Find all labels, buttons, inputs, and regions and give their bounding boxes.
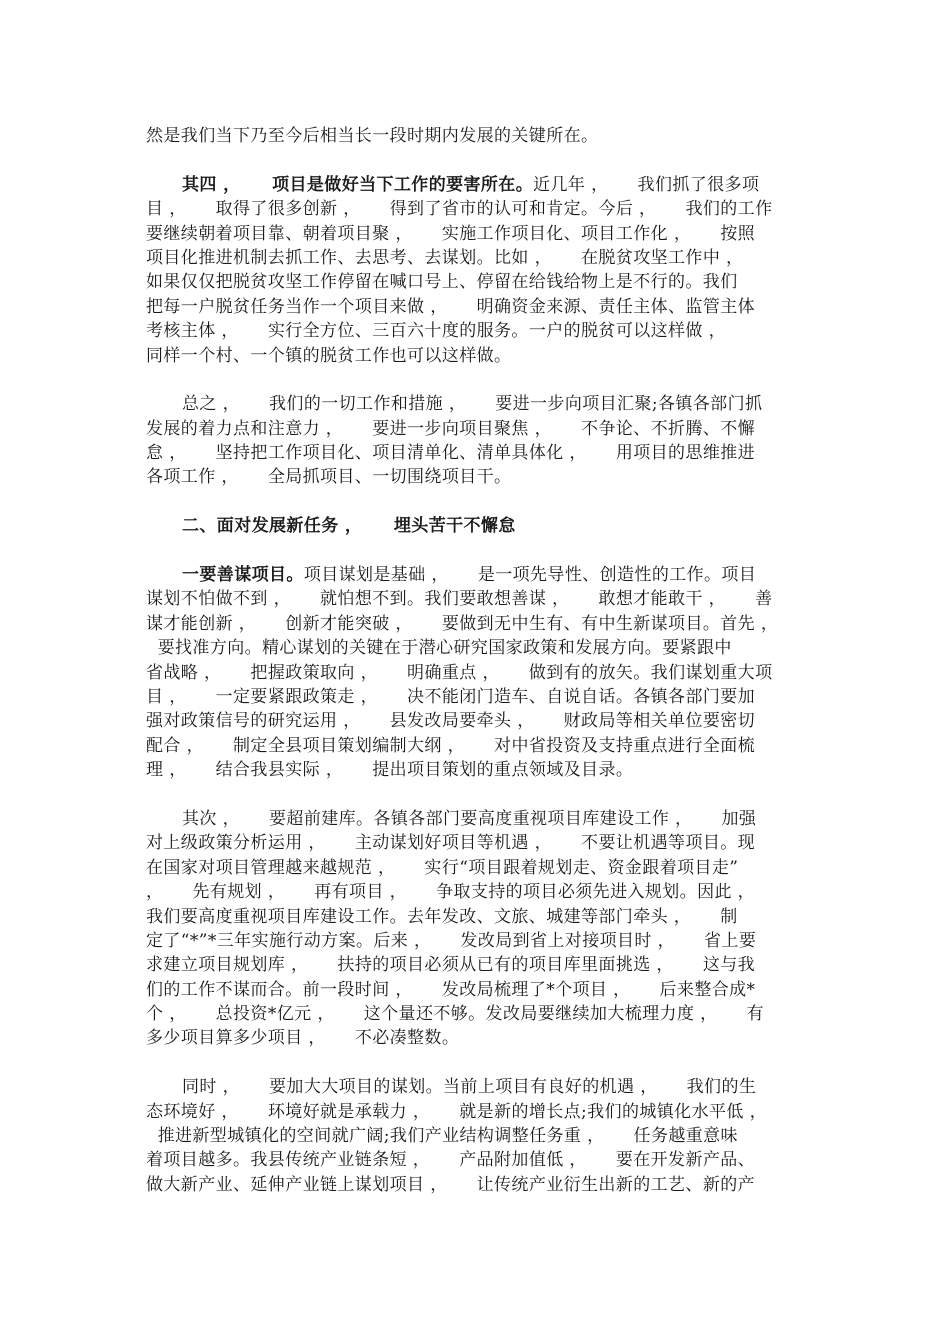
paragraph — [146, 807, 806, 1051]
paragraph — [146, 563, 806, 783]
text-line: 着项目越多。我县传统产业链条短 ， 产品附加值低 ， 要在开发新产品、 — [146, 1150, 756, 1171]
text-line: 目 ， 一定要紧跟政策走 ， 决不能闭门造车、自说自话。各镇各部门要加 — [146, 686, 756, 707]
bold-lead-text: 一要善谋项目。 — [182, 565, 304, 586]
text-line: 理 ， 结合我县实际 ， 提出项目策划的重点领域及目录。 — [146, 760, 634, 781]
text-line: 推进新型城镇化的空间就广阔;我们产业结构调整任务重 ， 任务越重意味 — [146, 1126, 738, 1147]
text-line: 谋才能创新 ， 创新才能突破 ， 要做到无中生有、有中生新谋项目。首先 ， — [146, 613, 779, 634]
text-line: 对上级政策分析运用 ， 主动谋划好项目等机遇 ， 不要让机遇等项目。现 — [146, 833, 756, 854]
text-line: 项目化推进机制去抓工作、去思考、去谋划。比如 ， 在脱贫攻坚工作中 ， — [146, 247, 744, 268]
text-run: 近几年 ， 我们抓了很多项 — [533, 174, 760, 195]
paragraph — [146, 124, 806, 148]
text-line: 总之 ， 我们的一切工作和措施 ， 要进一步向项目汇聚;各镇各部门抓 — [182, 394, 763, 415]
text-line: 发展的着力点和注意力 ， 要进一步向项目聚焦 ， 不争论、不折腾、不懈 — [146, 418, 756, 439]
text-line: 谋划不怕做不到 ， 就怕想不到。我们要敢想善谋 ， 敢想才能敢干 ， 善 — [146, 589, 773, 610]
text-line: 多少项目算多少项目 ， 不必凑整数。 — [146, 1028, 460, 1049]
text-line: 要找准方向。精心谋划的关键在于潜心研究国家政策和发展方向。要紧跟中 — [146, 638, 732, 659]
text-line: 们的工作不谋而合。前一段时间 ， 发改局梳理了*个项目 ， 后来整合成* — [146, 979, 756, 1000]
text-line: 配合 ， 制定全县项目策划编制大纲 ， 对中省投资及支持重点进行全面梳 — [146, 735, 756, 756]
section-heading — [146, 514, 806, 538]
bold-lead-text: 其四 ， 项目是做好当下工作的要害所在。 — [182, 174, 534, 195]
text-line: 如果仅仅把脱贫攻坚工作停留在喊口号上、停留在给钱给物上是不行的。我们 — [146, 272, 738, 293]
text-line: 同时 ， 要加大大项目的谋划。当前上项目有良好的机遇 ， 我们的生 — [182, 1077, 757, 1098]
text-line: 省战略 ， 把握政策取向 ， 明确重点 ， 做到有的放矢。我们谋划重大项 — [146, 662, 773, 683]
heading-text: 二、面对发展新任务 ， 埋头苦干不懈怠 — [182, 516, 516, 537]
paragraph — [146, 173, 806, 368]
text-line: ， 先有规划 ， 再有项目 ， 争取支持的项目必须先进入规划。因此 ， — [146, 882, 756, 903]
text-line: 同样一个村、一个镇的脱贫工作也可以这样做。 — [146, 345, 512, 366]
text-line: 定了“*”*三年实施行动方案。后来 ， 发改局到省上对接项目时 ， 省上要 — [146, 930, 757, 951]
paragraph — [146, 1075, 806, 1197]
text-line: 在国家对项目管理越来越规范 ， 实行“项目跟着规划走、资金跟着项目走” — [146, 857, 739, 878]
text-line: 态环境好 ， 环境好就是承载力 ， 就是新的增长点;我们的城镇化水平低 ， — [146, 1101, 767, 1122]
text-line: 各项工作 ， 全局抓项目、一切围绕项目干。 — [146, 467, 512, 488]
text-run: 项目谋划是基础 ， 是一项先导性、创造性的工作。项目 — [303, 565, 757, 586]
text-line: 然是我们当下乃至今后相当长一段时期内发展的关键所在。 — [146, 126, 599, 146]
text-line: 做大新产业、延伸产业链上谋划项目 ， 让传统产业衍生出新的工艺、新的产 — [146, 1174, 756, 1195]
text-line: 怠 ， 坚持把工作项目化、项目清单化、清单具体化 ， 用项目的思维推进 — [146, 443, 756, 464]
text-line: 目 ， 取得了很多创新 ， 得到了省市的认可和肯定。今后 ， 我们的工作 — [146, 199, 773, 220]
text-line: 强对政策信号的研究运用 ， 县发改局要牵头 ， 财政局等相关单位要密切 — [146, 711, 756, 732]
document-page — [146, 124, 806, 1197]
text-line: 考核主体 ， 实行全方位、三百六十度的服务。一户的脱贫可以这样做 ， — [146, 321, 727, 342]
text-line: 求建立项目规划库 ， 扶持的项目必须从已有的项目库里面挑选 ， 这与我 — [146, 955, 756, 976]
text-line: 把每一户脱贫任务当作一个项目来做 ， 明确资金来源、责任主体、监管主体 — [146, 296, 756, 317]
text-line: 要继续朝着项目靠、朝着项目聚 ， 实施工作项目化、项目工作化 ， 按照 — [146, 223, 756, 244]
text-line — [146, 563, 806, 587]
text-line — [146, 173, 806, 197]
paragraph — [146, 392, 806, 490]
text-line: 我们要高度重视项目库建设工作。去年发改、文旅、城建等部门牵头 ， 制 — [146, 906, 738, 927]
text-line: 个 ， 总投资*亿元 ， 这个量还不够。发改局要继续加大梳理力度 ， 有 — [146, 1004, 764, 1025]
text-line: 其次 ， 要超前建库。各镇各部门要高度重视项目库建设工作 ， 加强 — [182, 808, 757, 829]
